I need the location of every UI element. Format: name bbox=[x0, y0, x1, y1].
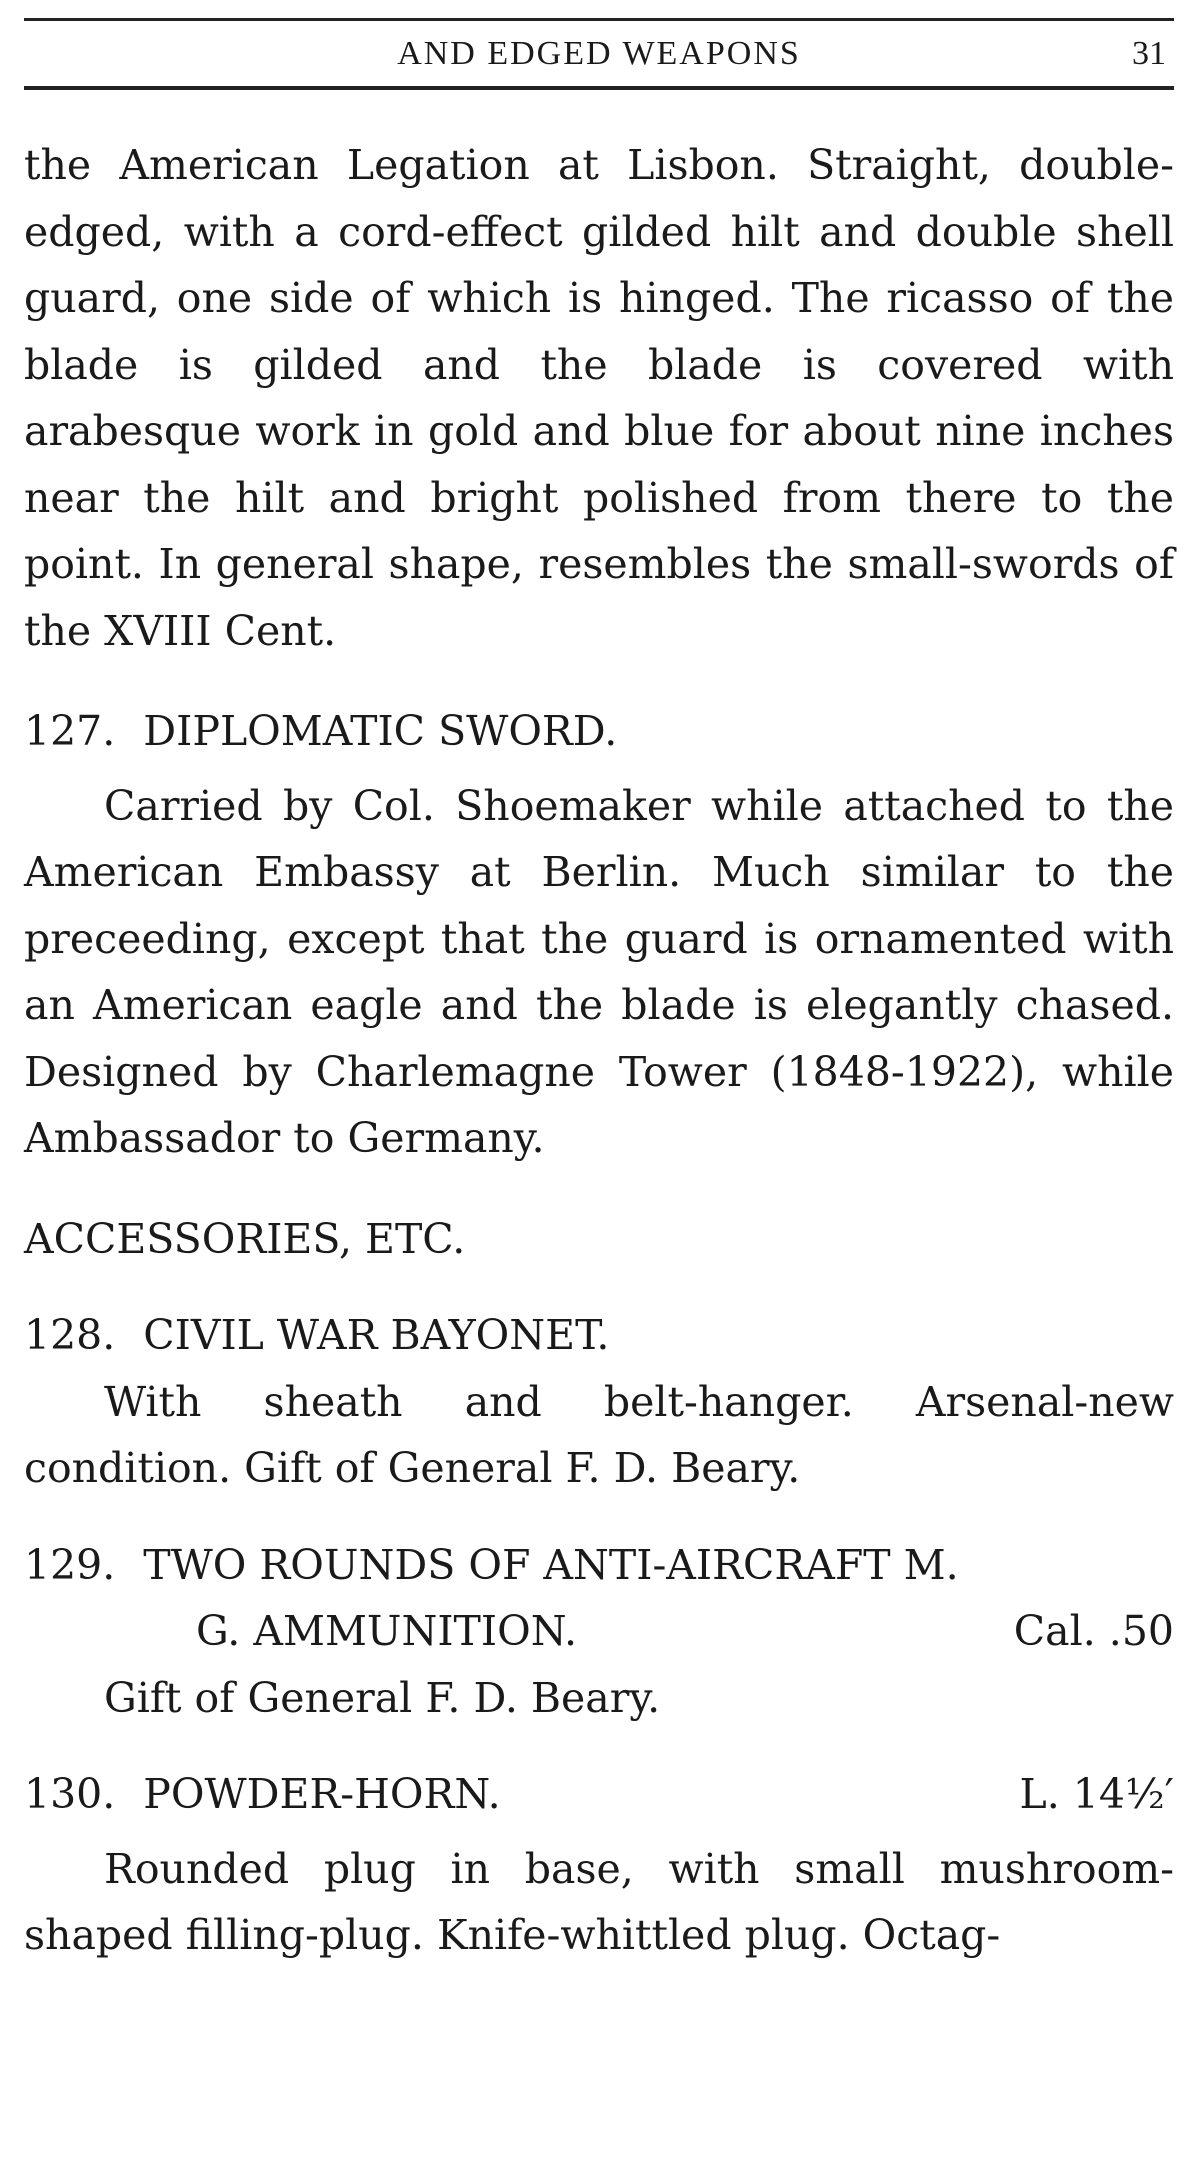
entry-130-title: POWDER-HORN. bbox=[143, 1770, 501, 1818]
entry-128-title: CIVIL WAR BAYONET. bbox=[143, 1311, 610, 1359]
entry-128-description: With sheath and belt-hanger. Arsenal-new condition. Gift of General F. D. Beary. bbox=[24, 1377, 1174, 1492]
entry-127-number: 127. bbox=[24, 707, 116, 755]
page-number: 31 bbox=[1132, 35, 1166, 72]
entry-127-title: DIPLOMATIC SWORD. bbox=[143, 707, 618, 755]
entry-130-number: 130. bbox=[24, 1770, 116, 1818]
entry-129-measurement: Cal. .50 bbox=[1013, 1607, 1174, 1655]
entry-130-description: Rounded plug in base, with small mushroom-shaped filling-plug. Knife-whittled plug. Octag- bbox=[24, 1844, 1174, 1959]
book-page bbox=[24, 18, 1174, 1969]
entry-128-number: 128. bbox=[24, 1311, 116, 1359]
entry-129-heading bbox=[24, 1532, 1174, 1599]
entry-129-heading-line2 bbox=[24, 1598, 1174, 1665]
entry-128-heading bbox=[24, 1302, 1174, 1369]
running-head-title: AND EDGED WEAPONS bbox=[397, 35, 801, 72]
continued-paragraph: the American Legation at Lisbon. Straight, double-edged, with a cord-effect gilded hilt and double shell guard, one side of which is hinged. The ricasso of the blade is gilded and the blade is covered with arabesque work in gold and blue for about nine inches near the hilt and bright polished from there to the point. In general shape, resembles the small-swords of the XVIII Cent. bbox=[24, 141, 1174, 655]
entry-127-description: Carried by Col. Shoemaker while attached to the American Embassy at Berlin. Much similar to the preceeding, except that the guard is ornamented with an American eagle and the blade is elegantly chased. Designed by Charlemagne Tower (1848-1922), while Ambassador to Germany. bbox=[24, 781, 1174, 1162]
entry-130-measurement: L. 14½′ bbox=[1019, 1770, 1174, 1818]
entry-129-title-line2: G. AMMUNITION. bbox=[196, 1607, 577, 1655]
entry-130-heading bbox=[24, 1761, 1174, 1828]
entry-127-heading bbox=[24, 698, 1174, 765]
running-head bbox=[24, 18, 1174, 90]
entry-129-description: Gift of General F. D. Beary. bbox=[104, 1673, 661, 1722]
entry-129-number: 129. bbox=[24, 1540, 116, 1589]
section-title: ACCESSORIES, ETC. bbox=[24, 1214, 466, 1263]
entry-129-title-line1: TWO ROUNDS OF ANTI-AIRCRAFT M. bbox=[143, 1540, 959, 1589]
